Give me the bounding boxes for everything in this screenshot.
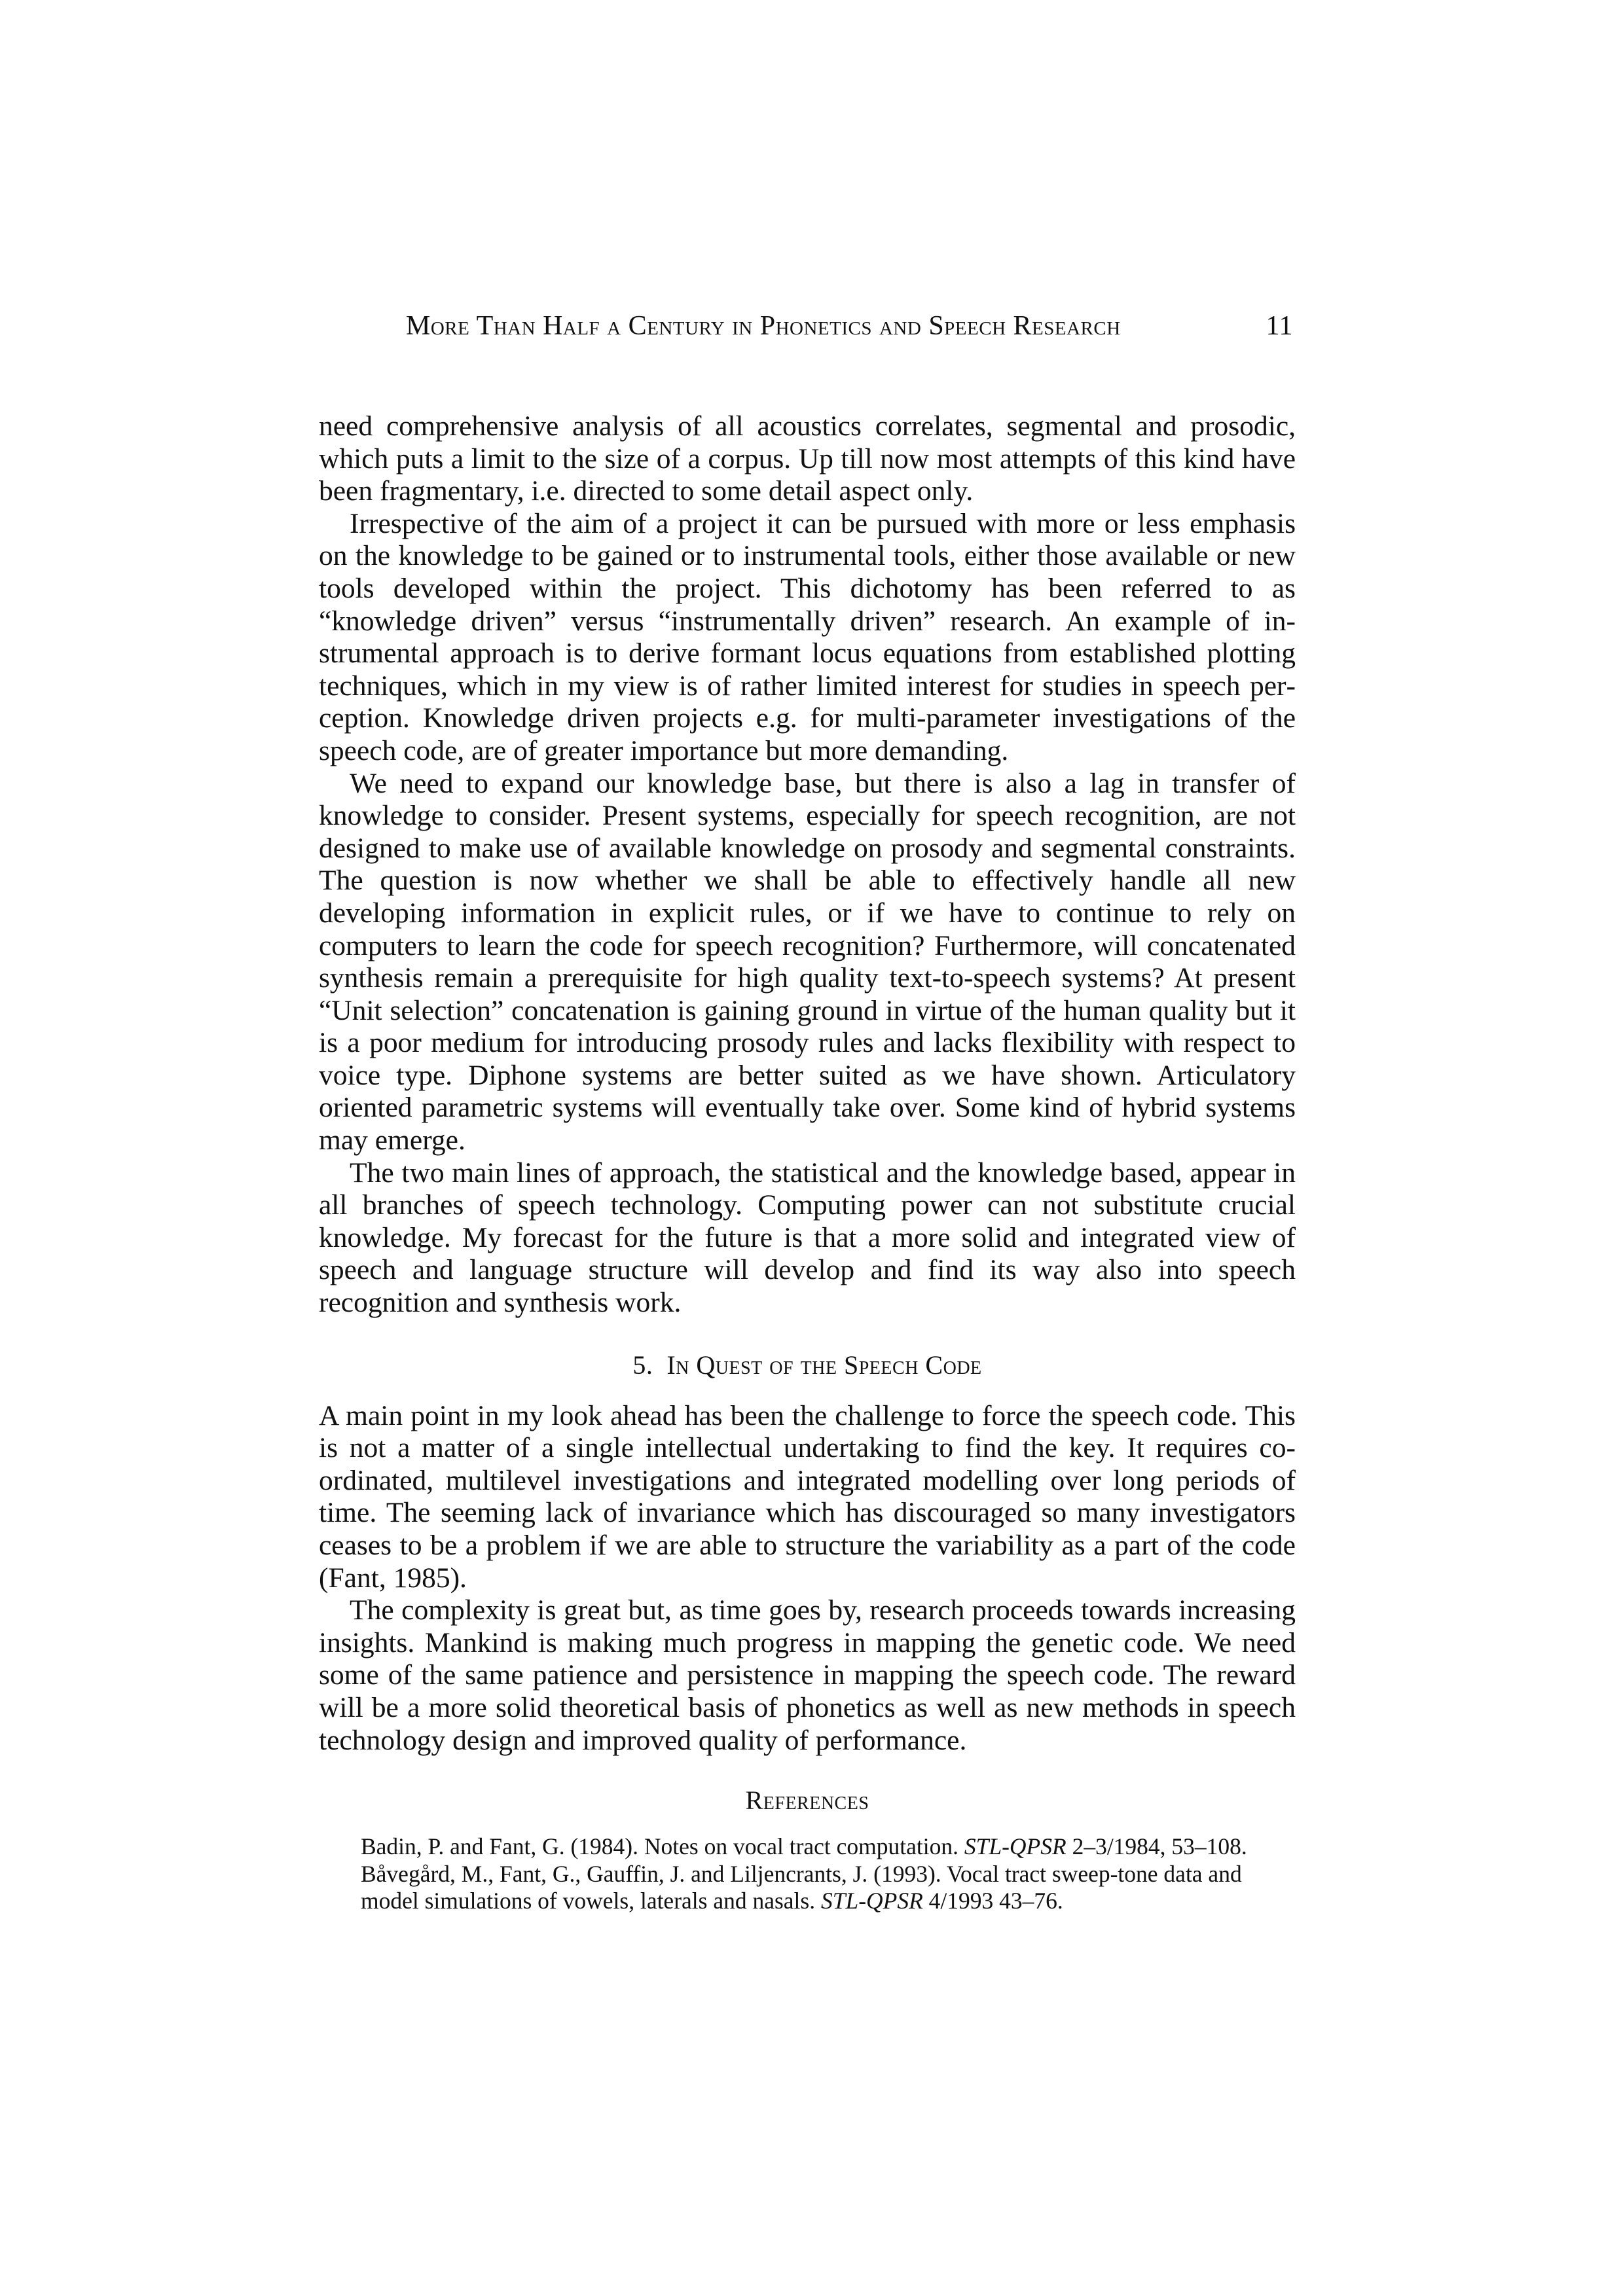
reference-item: [319, 1861, 1296, 1915]
page-number: 11: [1266, 311, 1293, 341]
section-heading: [319, 1349, 1296, 1382]
reference-journal: STL-QPSR: [964, 1833, 1067, 1860]
section-title: In Quest of the Speech Code: [666, 1350, 982, 1380]
reference-details: 4/1993 43–76.: [928, 1888, 1063, 1914]
paragraph: A main point in my look ahead has been the challenge to force the speech code. This is not a matter of a single intellectual undertaking to find the key. It requires coordinated, multilevel investigations and integrated modelling over long periods of time. The seeming lack of invariance which has discouraged so many investigators ceases to be a problem if we are able to structure the variability as a part of the code (Fant, 1985).: [319, 1399, 1296, 1594]
running-head-title: More Than Half a Century in Phonetics and Speech Research: [406, 311, 1121, 341]
references-heading: References: [745, 1785, 869, 1816]
reference-authors: Båvegård, M., Fant, G., Gauffin, J. and Liljencrants, J. (1993). Vocal tract sweep-tone data and model simulations of vowels, laterals and nasals.: [361, 1860, 1242, 1914]
reference-details: 2–3/1984, 53–108.: [1072, 1833, 1247, 1860]
paragraph: The two main lines of approach, the statistical and the knowledge based, appear in all branches of speech technology. Computing power can not substitute crucial knowledge. My forecast for the future is that a more solid and integrated view of speech and language structure will develop and find its way also into speech recognition and synthesis work.: [319, 1157, 1296, 1319]
paragraph: Irrespective of the aim of a project it can be pursued with more or less emphasis on the knowledge to be gained or to instrumental tools, either those available or new tools developed within the project. This dichotomy has been referred to as “knowledge driven” versus “instrumentally driven” research. An example of instrumental approach is to derive formant locus equations from established plotting techniques, which in my view is of rather limited interest for studies in speech perception. Knowledge driven projects e.g. for multi-parameter investigations of the speech code, are of greater importance but more demanding.: [319, 507, 1296, 766]
article-body: [319, 410, 1296, 1915]
paragraph: We need to expand our knowledge base, but there is also a lag in transfer of knowledge to consider. Present systems, especially for speech recognition, are not designed to make use of available knowledge on prosody and segmental constraints. The question is now whether we shall be able to effectively handle all new developing information in explicit rules, or if we have to continue to rely on computers to learn the code for speech recognition? Furthermore, will concatenated synthesis remain a prerequisite for high quality text-to-speech systems? At present “Unit selection” concatenation is gaining ground in virtue of the human quality but it is a poor medium for introducing prosody rules and lacks flexibility with respect to voice type. Diphone systems are better suited as we have shown. Articulatory oriented parametric systems will eventually take over. Some kind of hybrid systems may emerge.: [319, 767, 1296, 1157]
paragraph: need comprehensive analysis of all acoustics correlates, segmental and prosodic, which puts a limit to the size of a corpus. Up till now most attempts of this kind have been fragmentary, i.e. directed to some detail aspect only.: [319, 410, 1296, 507]
reference-authors: Badin, P. and Fant, G. (1984). Notes on vocal tract computation.: [361, 1833, 958, 1860]
reference-item: [319, 1833, 1296, 1861]
reference-list: [319, 1833, 1296, 1915]
reference-journal: STL-QPSR: [820, 1888, 923, 1914]
paragraph: The complexity is great but, as time goes by, research proceeds towards increasing insights. Mankind is making much progress in mapping the genetic code. We need some of the same patience and persistence in mapping the speech code. The reward will be a more solid theoretical basis of phonetics as well as new methods in speech technology design and improved quality of performance.: [319, 1594, 1296, 1756]
running-head: [406, 310, 1293, 350]
section-number: 5.: [632, 1350, 653, 1380]
